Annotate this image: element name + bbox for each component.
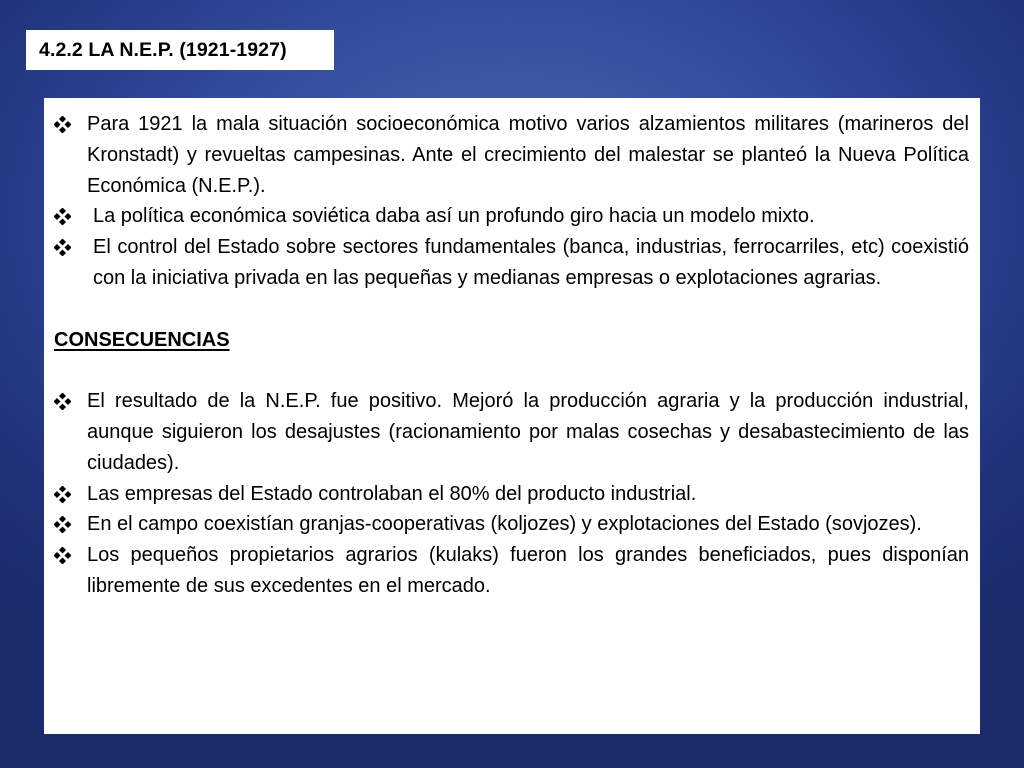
bullet-text: El control del Estado sobre sectores fundamentales (banca, industrias, ferrocarriles, etc) coexistió con la iniciativa privada en las pequeñas y medianas empresas o explotaciones agrarias. [93,236,969,289]
diamond-bullet-icon [54,509,87,533]
list-item [54,540,969,602]
diamond-bullet-icon [54,540,87,564]
diamond-bullet-icon [54,232,87,256]
diamond-bullet-icon [54,201,87,225]
list-item [54,201,969,232]
spacer [54,355,969,386]
diamond-bullet-icon [54,109,87,133]
list-item [54,479,969,510]
bullet-text: En el campo coexistían granjas-cooperativas (koljozes) y explotaciones del Estado (sovjozes). [87,513,922,536]
list-item [54,509,969,540]
intro-bullet-list [54,109,969,294]
consequences-bullet-list [54,386,969,602]
bullet-text: Para 1921 la mala situación socioeconómica motivo varios alzamientos militares (marineros del Kronstadt) y revueltas campesinas. Ante el crecimiento del malestar se planteó la Nueva Política Económica (N.E.P.). [87,113,969,197]
spacer [54,294,969,325]
bullet-text: Las empresas del Estado controlaban el 80% del producto industrial. [87,482,697,505]
bullet-text: El resultado de la N.E.P. fue positivo. Mejoró la producción agraria y la producción industrial, aunque siguieron los desajustes (racionamiento por malas cosechas y desabastecimiento de las ciudades). [87,390,969,474]
diamond-bullet-icon [54,479,87,503]
list-item [54,232,969,294]
bullet-text: La política económica soviética daba así un profundo giro hacia un modelo mixto. [93,205,815,228]
consequences-heading: CONSECUENCIAS [54,328,230,351]
list-item [54,386,969,478]
diamond-bullet-icon [54,386,87,410]
bullet-text: Los pequeños propietarios agrarios (kulaks) fueron los grandes beneficiados, pues disponían libremente de sus excedentes en el mercado. [87,544,969,597]
content-box [44,98,980,734]
list-item [54,109,969,201]
slide-title-box [26,30,334,70]
slide-title: 4.2.2 LA N.E.P. (1921-1927) [39,38,287,61]
